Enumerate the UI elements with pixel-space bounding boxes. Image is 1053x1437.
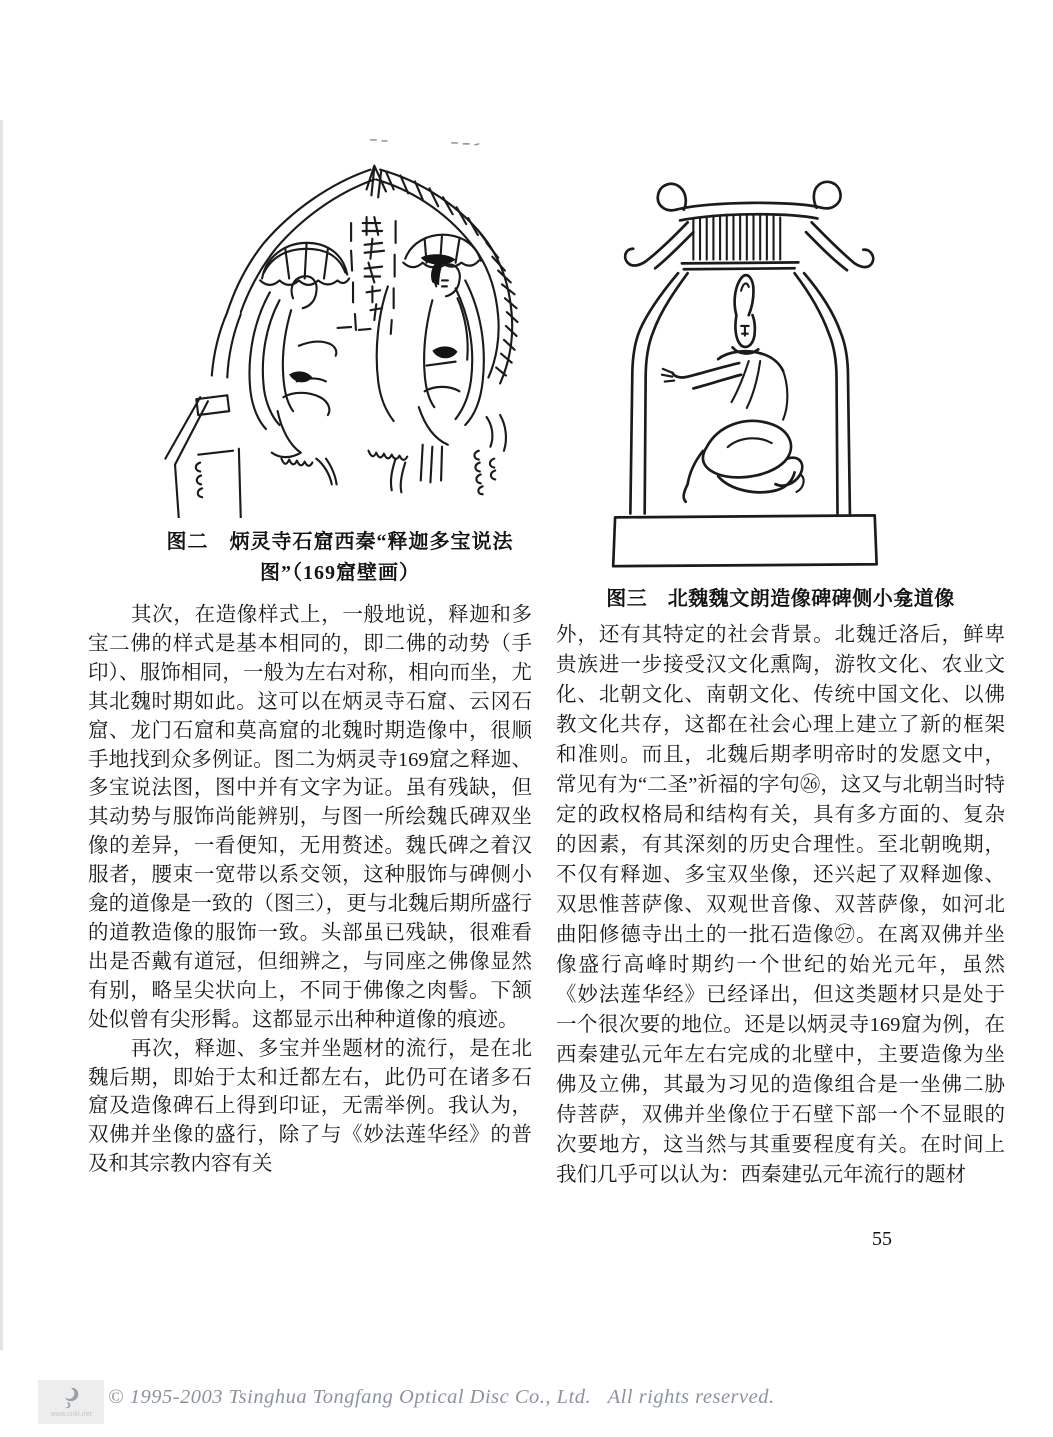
copyright-notice: © 1995-2003 Tsinghua Tongfang Optical Disc Co., Ltd. All rights reserved. <box>108 1386 775 1408</box>
figure3-stele-drawing <box>596 154 911 574</box>
figure2-line-art <box>146 132 562 518</box>
figure3-caption <box>556 584 1005 615</box>
text-column-right <box>556 620 1005 1190</box>
cnki-logo <box>38 1380 104 1424</box>
paragraph: 外，还有其特定的社会背景。北魏迁洛后，鲜卑贵族进一步接受汉文化熏陶，游牧文化、农业文化、北朝文化、南朝文化、传统中国文化、以佛教文化共存，这都在社会心理上建立了新的框架和准则。而且，北魏后期孝明帝时的发愿文中，常见有为“二圣”祈福的字句㉖，这又与北朝当时特定的政权格局和结构有关，具有多方面的、复杂的因素，有其深刻的历史合理性。至北朝晚期，不仅有释迦、多宝双坐像，还兴起了双释迦像、双思惟菩萨像、双观世音像、双菩萨像，如河北曲阳修德寺出土的一批石造像㉗。在离双佛并坐像盛行高峰时期约一个世纪的始光元年，虽然《妙法莲华经》已经译出，但这类题材只是处于一个很次要的地位。还是以炳灵寺169窟为例，在西秦建弘元年左右完成的北壁中，主要造像为坐佛及立佛，其最为习见的造像组合是一坐佛二胁侍菩萨，双佛并坐像位于石壁下部一个不显眼的次要地方，这当然与其重要程度有关。在时间上我们几乎可以认为：西秦建弘元年流行的题材 <box>556 624 1005 1186</box>
figure2-caption <box>128 527 552 589</box>
paragraph: 再次，释迦、多宝并坐题材的流行，是在北魏后期，即始于太和迁都左右，此仍可在诸多石窟及造像碑石上得到印证，无需举例。我认为，双佛并坐像的盛行，除了与《妙法莲华经》的普及和其宗教内容有关 <box>88 1037 532 1176</box>
text-column-left <box>88 601 532 1179</box>
paragraph: 其次，在造像样式上，一般地说，释迦和多宝二佛的样式是基本相同的，即二佛的动势（手印）、服饰相同，一般为左右对称，相向而坐，尤其北魏时期如此。这可以在炳灵寺石窟、云冈石窟、龙门石窟和莫高窟的北魏时期造像中，很顺手地找到众多例证。图二为炳灵寺169窟之释迦、多宝说法图，图中并有文字为证。虽有残缺，但其动势与服饰尚能辨别，与图一所绘魏氏碑双坐像的差异，一看便知，无用赘述。魏氏碑之着汉服者，腰束一宽带以系交领，这种服饰与碑侧小龛的道像是一致的（图三），更与北魏后期所盛行的道教造像的服饰一致。头部虽已残缺，很难看出是否戴有道冠，但细辨之，与同座之佛像显然有别，略呈尖状向上，不同于佛像之肉髻。下颔处似曾有尖形髯。这都显示出种种道像的痕迹。 <box>88 604 532 1031</box>
cnki-swirl-icon <box>61 1386 81 1410</box>
figure3-caption-text: 图三 北魏魏文朗造像碑碑侧小龛道像 <box>606 588 955 610</box>
page-number: 55 <box>872 1228 892 1250</box>
figure2-caption-line1: 图二 炳灵寺石窟西秦“释迦多宝说法 <box>166 531 514 553</box>
figure2-mural-drawing <box>146 132 562 518</box>
scan-edge-artifact <box>0 120 3 1350</box>
figure2-caption-line2: 图”（169窟壁画） <box>260 562 420 584</box>
cnki-logo-caption: www.cnki.net <box>50 1410 92 1418</box>
figure3-line-art <box>596 154 911 574</box>
